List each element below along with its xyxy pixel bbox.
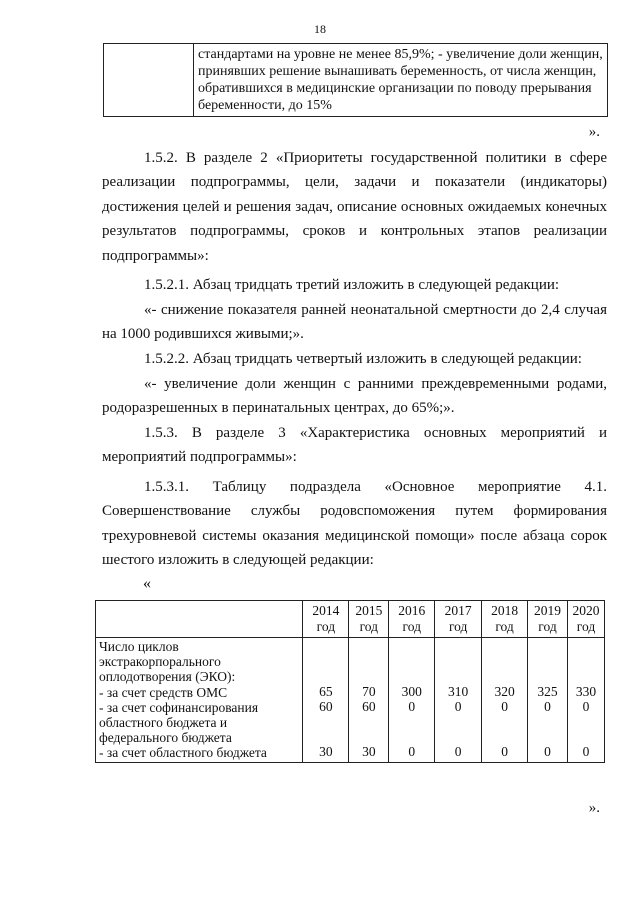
closing-quote: ». bbox=[588, 124, 600, 140]
value-cofinancing: 0 bbox=[544, 698, 551, 714]
label-line: - за счет софинансирования bbox=[99, 699, 259, 715]
year-header bbox=[389, 601, 435, 638]
header-empty-cell bbox=[96, 601, 303, 638]
year-label: 2014 bbox=[312, 603, 340, 618]
page-number: 18 bbox=[314, 22, 326, 36]
year-suffix: год bbox=[576, 619, 596, 634]
paragraph-quote-1: «- снижение показателя ранней неонатальной смертности до 2,4 случая на 1000 родившихся живыми;». bbox=[102, 302, 607, 343]
value-oms: 325 bbox=[537, 683, 558, 699]
value-regional: 0 bbox=[582, 744, 590, 760]
paragraph-1-5-3: 1.5.3. В разделе 3 «Характеристика основных мероприятий и мероприятий подпрограммы»: bbox=[102, 425, 607, 466]
value-oms: 330 bbox=[575, 683, 597, 699]
paragraph-1-5-2: 1.5.2. В разделе 2 «Приоритеты государственной политики в сфере реализации подпрограммы, цели, задачи и показатели (индикаторы) достижения целей и решения задач, описание основных ожидаемых конечных результатов подпрограммы, сроков и контрольных этапов реализации подпрограммы»: bbox=[102, 150, 607, 264]
label-line: - за счет средств ОМС bbox=[99, 684, 228, 700]
year-header bbox=[528, 601, 568, 638]
empty-cell bbox=[104, 44, 194, 117]
value-regional: 0 bbox=[544, 744, 551, 760]
value-cell bbox=[435, 638, 482, 763]
value-cell bbox=[349, 638, 389, 763]
value-regional: 0 bbox=[501, 744, 508, 760]
year-suffix: год bbox=[316, 619, 336, 634]
value-cell bbox=[389, 638, 435, 763]
table-row bbox=[96, 638, 605, 763]
year-header bbox=[303, 601, 349, 638]
closing-quote: ». bbox=[588, 800, 600, 816]
value-cofinancing: 0 bbox=[582, 698, 590, 714]
paragraph-1-5-2-2: 1.5.2.2. Абзац тридцать четвертый изложить в следующей редакции: bbox=[144, 351, 582, 367]
paragraph-1-5-3-1: 1.5.3.1. Таблицу подраздела «Основное мероприятие 4.1. Совершенствование службы родовспоможения путем формирования трехуровневой системы оказания медицинской помощи» после абзаца сорок шестого изложить в следующей редакции: bbox=[102, 479, 607, 569]
label-line: Число циклов bbox=[99, 639, 179, 654]
year-header bbox=[349, 601, 389, 638]
year-suffix: год bbox=[448, 619, 468, 634]
year-header bbox=[435, 601, 482, 638]
table-header-row bbox=[96, 601, 605, 638]
year-suffix: год bbox=[538, 619, 557, 634]
opening-quote: « bbox=[143, 575, 151, 592]
row-label-cell bbox=[96, 638, 303, 763]
year-header bbox=[482, 601, 528, 638]
value-oms: 320 bbox=[494, 683, 515, 699]
paragraph-quote-2: «- увеличение доли женщин с ранними преждевременными родами, родоразрешенных в перинатальных центрах, до 65%;». bbox=[102, 376, 607, 417]
label-line: оплодотворения (ЭКО): bbox=[99, 669, 236, 685]
year-suffix: год bbox=[359, 619, 379, 634]
label-line: федерального бюджета bbox=[99, 730, 232, 746]
year-label: 2016 bbox=[398, 603, 426, 618]
value-oms: 300 bbox=[401, 683, 422, 699]
value-oms: 65 bbox=[319, 683, 333, 699]
year-label: 2018 bbox=[491, 603, 519, 618]
year-suffix: год bbox=[495, 619, 514, 634]
paragraph-1-5-2-1: 1.5.2.1. Абзац тридцать третий изложить в следующей редакции: bbox=[144, 277, 560, 293]
continued-table bbox=[103, 43, 608, 117]
year-label: 2015 bbox=[355, 603, 383, 618]
value-cofinancing: 0 bbox=[501, 698, 508, 714]
table-text-cell: стандартами на уровне не менее 85,9%; - увеличение доли женщин, принявших решение вынашивать беременность, от числа женщин, обратившихся в медицинские организации по поводу прерывания беременности, до 15% bbox=[194, 44, 608, 117]
label-line: экстракорпорального bbox=[99, 654, 221, 670]
value-cell bbox=[528, 638, 568, 763]
label-line: - за счет областного бюджета bbox=[99, 745, 267, 761]
value-cofinancing: 0 bbox=[408, 698, 416, 714]
label-line: областного бюджета и bbox=[99, 715, 228, 731]
value-regional: 0 bbox=[454, 744, 462, 760]
value-regional: 0 bbox=[408, 744, 416, 760]
year-label: 2017 bbox=[444, 603, 472, 618]
value-oms: 310 bbox=[448, 683, 469, 699]
year-label: 2019 bbox=[533, 603, 561, 618]
value-cell bbox=[303, 638, 349, 763]
eko-table bbox=[95, 600, 605, 763]
year-header bbox=[567, 601, 604, 638]
value-regional: 30 bbox=[362, 744, 376, 760]
year-label: 2020 bbox=[572, 603, 600, 618]
value-regional: 30 bbox=[319, 744, 333, 760]
value-cofinancing: 0 bbox=[454, 698, 462, 714]
value-cell bbox=[567, 638, 604, 763]
year-suffix: год bbox=[402, 619, 421, 634]
value-cofinancing: 60 bbox=[362, 698, 376, 714]
value-oms: 70 bbox=[362, 683, 376, 699]
value-cofinancing: 60 bbox=[319, 698, 333, 714]
value-cell bbox=[482, 638, 528, 763]
